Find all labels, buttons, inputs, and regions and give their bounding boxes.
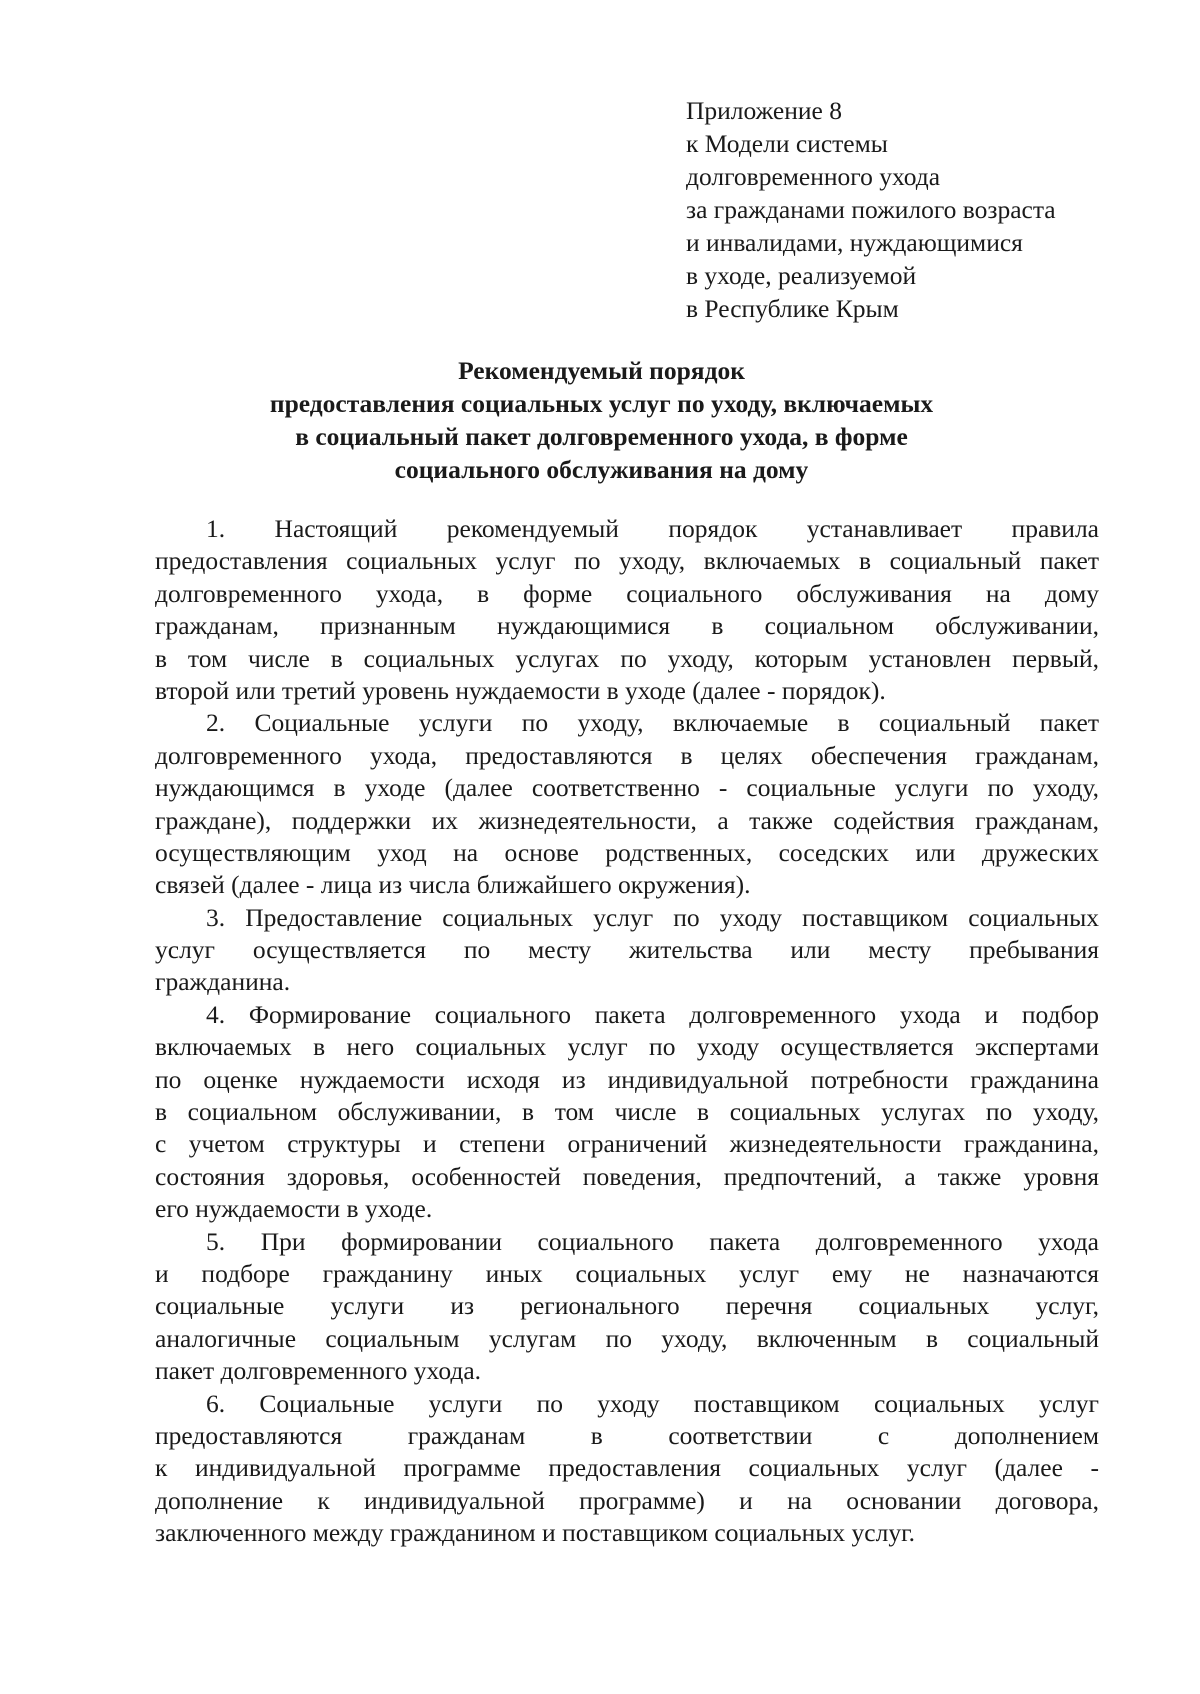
title-line: социального обслуживания на дому — [394, 455, 809, 484]
paragraph-1-line: гражданам, признанным нуждающимися в социальном обслуживании, — [155, 611, 1099, 641]
paragraph-4-line: 4. Формирование социального пакета долговременного ухода и подбор — [206, 999, 1099, 1029]
paragraph-1-line: предоставления социальных услуг по уходу, включаемых в социальный пакет — [155, 546, 1099, 576]
appendix-line: долговременного ухода — [686, 162, 941, 191]
paragraph-4-line: его нуждаемости в уходе. — [155, 1194, 433, 1224]
paragraph-5-line: 5. При формировании социального пакета долговременного ухода — [206, 1226, 1099, 1256]
paragraph-5-line: аналогичные социальным услугам по уходу, включенным в социальный — [155, 1323, 1099, 1353]
paragraph-4-line: в социальном обслуживании, в том числе в социальных услугах по уходу, — [155, 1097, 1099, 1127]
paragraph-2-line: нуждающимся в уходе (далее соответственно - социальные услуги по уходу, — [155, 773, 1099, 803]
paragraph-5-line: социальные услуги из регионального перечня социальных услуг, — [155, 1291, 1099, 1321]
title-line: предоставления социальных услуг по уходу, включаемых — [269, 389, 934, 418]
paragraph-1-line: 1. Настоящий рекомендуемый порядок устанавливает правила — [206, 514, 1099, 543]
paragraph-3-line: услуг осуществляется по месту жительства или месту пребывания — [155, 935, 1099, 965]
paragraph-1-line: второй или третий уровень нуждаемости в уходе (далее - порядок). — [155, 675, 886, 705]
paragraph-3-line: гражданина. — [155, 967, 291, 997]
paragraph-3-line: 3. Предоставление социальных услуг по уходу поставщиком социальных — [206, 902, 1099, 932]
paragraph-6-line: 6. Социальные услуги по уходу поставщиком социальных услуг — [206, 1388, 1099, 1418]
paragraph-6-line: к индивидуальной программе предоставления социальных услуг (далее - — [155, 1453, 1099, 1483]
paragraph-1-line: долговременного ухода, в форме социального обслуживания на дому — [155, 578, 1099, 608]
paragraph-4-line: состояния здоровья, особенностей поведения, предпочтений, а также уровня — [155, 1161, 1099, 1191]
paragraph-2-line: 2. Социальные услуги по уходу, включаемые в социальный пакет — [206, 708, 1099, 738]
appendix-header — [686, 94, 1146, 325]
appendix-line: к Модели системы — [686, 129, 888, 158]
paragraph-2-line: долговременного ухода, предоставляются в целях обеспечения гражданам, — [155, 740, 1099, 770]
paragraph-6-line: дополнение к индивидуальной программе) и на основании договора, — [155, 1485, 1099, 1515]
title-line: в социальный пакет долговременного ухода, в форме — [295, 422, 908, 451]
paragraph-4-line: включаемых в него социальных услуг по уходу осуществляется экспертами — [155, 1032, 1099, 1062]
paragraph-5-line: и подборе гражданину иных социальных услуг ему не назначаются — [155, 1258, 1099, 1288]
title-line: Рекомендуемый порядок — [458, 356, 745, 385]
appendix-line: и инвалидами, нуждающимися — [686, 228, 1023, 257]
paragraph-1-line: в том числе в социальных услугах по уходу, которым установлен первый, — [155, 643, 1099, 673]
document-title — [150, 354, 1053, 486]
paragraph-2-line: связей (далее - лица из числа ближайшего окружения). — [155, 870, 751, 900]
document-body — [155, 513, 1099, 1550]
paragraph-4-line: с учетом структуры и степени ограничений жизнедеятельности гражданина, — [155, 1129, 1099, 1159]
paragraph-6-line: заключенного между гражданином и поставщиком социальных услуг. — [155, 1518, 916, 1548]
paragraph-6-line: предоставляются гражданам в соответствии с дополнением — [155, 1420, 1099, 1450]
paragraph-2-line: граждане), поддержки их жизнедеятельности, а также содействия гражданам, — [155, 805, 1099, 835]
appendix-line: Приложение 8 — [686, 96, 842, 125]
paragraph-4-line: по оценке нуждаемости исходя из индивидуальной потребности гражданина — [155, 1064, 1099, 1094]
appendix-line: за гражданами пожилого возраста — [686, 195, 1056, 224]
paragraph-2-line: осуществляющим уход на основе родственных, соседских или дружеских — [155, 837, 1099, 867]
appendix-line: в уходе, реализуемой — [686, 261, 917, 290]
paragraph-5-line: пакет долговременного ухода. — [155, 1356, 482, 1386]
appendix-line: в Республике Крым — [686, 294, 899, 323]
